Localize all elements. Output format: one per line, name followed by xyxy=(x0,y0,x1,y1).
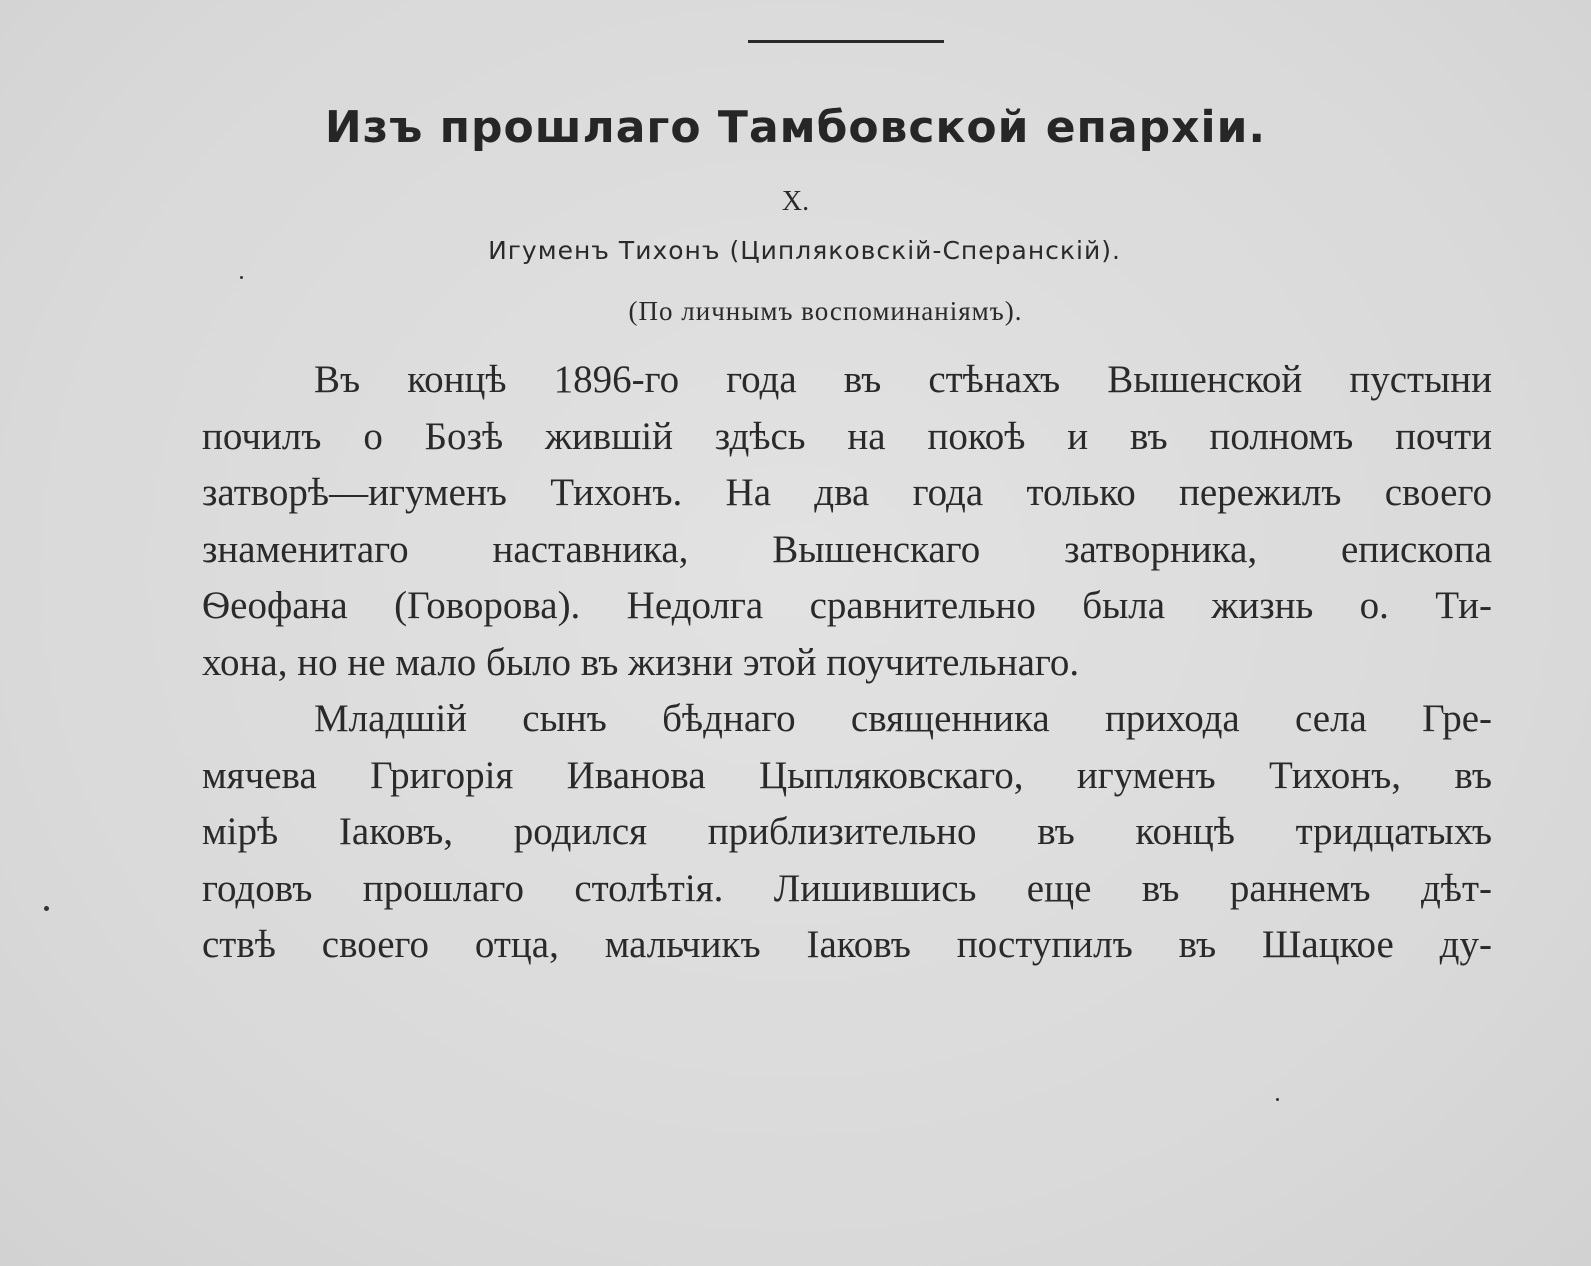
text-line: затворѣ—игуменъ Тихонъ. На два года только пережилъ своего xyxy=(202,471,1492,514)
text-line: мячева Григорія Иванова Цыпляковскаго, игуменъ Тихонъ, въ xyxy=(202,753,1492,797)
article-subtitle: Игуменъ Тихонъ (Ципляковскій-Сперанскій). xyxy=(488,236,1121,265)
section-number: X. xyxy=(781,186,810,217)
text-line: Ѳеофана (Говорова). Недолга сравнительно была жизнь о. Ти- xyxy=(202,584,1492,627)
source-note: (По личнымъ воспоминаніямъ). xyxy=(628,296,1023,326)
body-text xyxy=(202,352,1492,974)
text-line: мірѣ Іаковъ, родился приблизительно въ концѣ тридцатыхъ xyxy=(202,810,1492,853)
text-line: почилъ о Бозѣ жившій здѣсь на покоѣ и въ полномъ почти xyxy=(202,414,1492,458)
text-line: годовъ прошлаго столѣтія. Лишившись еще въ раннемъ дѣт- xyxy=(202,866,1492,910)
ink-speck xyxy=(1276,1098,1279,1101)
top-rule xyxy=(748,40,944,43)
text-line: знаменитаго наставника, Вышенскаго затворника, епископа xyxy=(202,527,1492,571)
text-line: Младшій сынъ бѣднаго священника прихода села Гре- xyxy=(314,697,1492,740)
paragraph-1 xyxy=(202,352,1492,691)
text-line: Въ концѣ 1896-го года въ стѣнахъ Вышенской пустыни xyxy=(314,358,1492,401)
article-title: Изъ прошлаго Тамбовской епархіи. xyxy=(324,102,1267,153)
paragraph-2 xyxy=(202,691,1492,974)
ink-speck xyxy=(240,276,243,279)
ink-speck xyxy=(44,906,49,911)
text-line: ствѣ своего отца, мальчикъ Іаковъ поступилъ въ Шацкое ду- xyxy=(202,923,1492,966)
text-line: хона, но не мало было въ жизни этой поучительнаго. xyxy=(202,640,1080,684)
